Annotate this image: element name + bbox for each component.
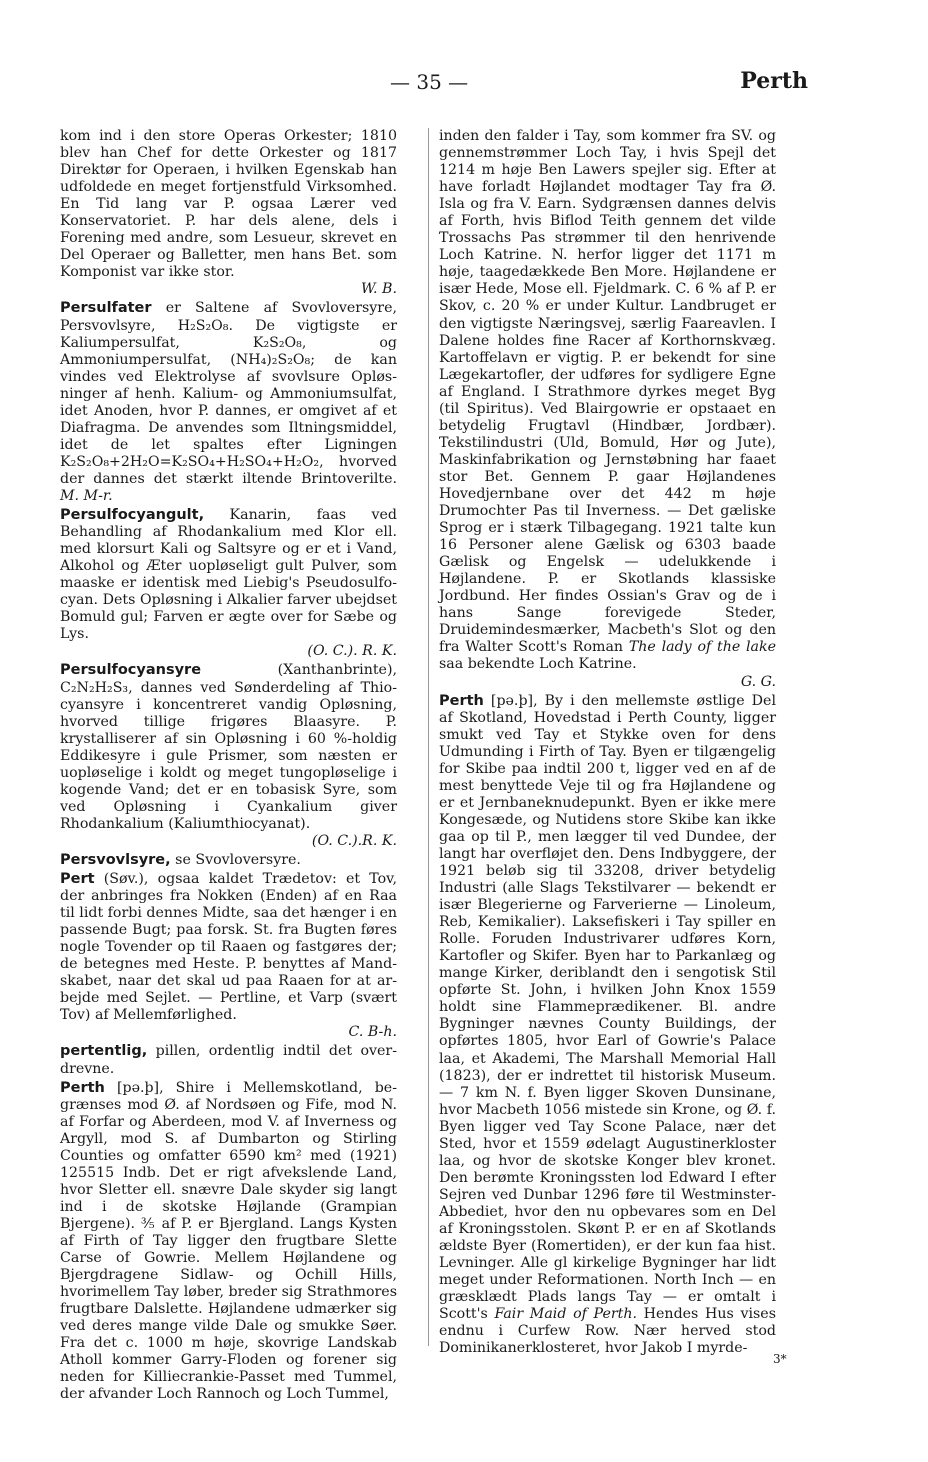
paragraph-continuation: kom ind i den store Operas Orkester; 1810 blev han Chef for dette Orkester og 1817 Direktør for Operaen, i hvilken Egenskab han udfoldede en meget fortjenstfuld Virksomhed. En Tid lang var P. ogsaa Lærer ved Konservatoriet. P. har dels alene, dels i Forening med andre, som Lesueur, skrevet en Del Operaer og Balletter, men hans Bet. som Komponist var ikke stor. [60, 128, 397, 281]
headword: pertentlig, [60, 1043, 148, 1060]
entry-persvovlsyre: Persvovlsyre, se Svovloversyre. [60, 851, 301, 868]
signature: (O. C.).R. K. [311, 832, 397, 849]
entry-perth-shire: Perth [pə.þ], Shire i Mellemskotland, begrænses mod Ø. af Nordsøen og Fife, mod N. af Forfar og Aberdeen, mod V. af Inverness og Argyll, mod S. af Dumbarton og Stirling Counties og omfatter 6590 km² med (1921) 125515 Indb. Det er rigt afvekslende Land, hvor Sletter ell. snævre Dale skyder sig langt ind i de skotske Højlande (Grampian Bjergene). ⅗ af P. er Bjergland. Langs Kysten af Firth of Tay ligger den frugtbare Slette Carse of Gowrie. Mellem Højlandene og Bjergdragene Sidlaw- og Ochill Hills, hvorimellem Tay løber, breder sig Strathmores frugtbare Dalslette. Højlandene udmærker sig ved deres mange vilde Dale og smukke Søer. Fra det c. 1000 m høje, skovrige Landskab Atholl kommer Garry-Floden og forener sig neden for Killiecrankie-Passet med Tummel, der afvander Loch Rannoch og Loch Tummel, [60, 1079, 397, 1403]
entry-persulfocyangult: Persulfocyangult, Kanarin, faas ved Behandling af Rhodankalium med Klor ell. med klorsurt Kali og Saltsyre og er et i Vand, Alkohol og Æter uopløseligt gult Pulver, som maaske er identisk med Liebig's Pseudosulfocyan. Dets Opløsning i Alkalier farver ubejdset Bomuld gul; Farven er ægte over for Sæbe og Lys. [60, 507, 397, 643]
headword: Perth [439, 692, 484, 709]
signature: W. B. [360, 281, 397, 298]
entry-pertentlig: pertentlig, pillen, ordentlig indtil det overdrevne. [60, 1043, 397, 1077]
headword: Pert [60, 871, 95, 888]
headword: Persulfocyansyre [60, 662, 202, 679]
entry-perth-city: Perth [pə.þ], By i den mellemste østlige Del af Skotland, Hovedstad i Perth County, ligger smukt ved Tay et Stykke oven for dens Udmunding i Firth of Tay. Byen er tilgængelig for Skibe paa indtil 200 t, ligger ved en af de mest benyttede Veje til og fra Højlandene og er et Jernbaneknudepunkt. Byen er ikke mere Kongesæde, og Nutidens store Skibe kan ikke gaa op til P., men lægger til ved Dundee, der langt har overfløjet den. Dens Indbyggere, der 1921 beløb sig til 33208, driver betydelig Industri (alle Slags Tekstilvarer — bekendt er især Blegerierne og Farverierne — Linoleum, Reb, Kemikalier). Laksefiskeri i Tay spiller en Rolle. Foruden Industrivarer udføres Korn, Kartofler og Skifer. Byen har to Parkanlæg og mange Kirker, deriblandt den i sengotisk Stil opførte St. John, i hvilken John Knox 1559 holdt sine Flammeprædikener. Bl. andre Bygninger nævnes County Buildings, der opførtes 1805, hvor Earl of Gowrie's Palace laa, et Akademi, The Marshall Memorial Hall (1823), der er indrettet til historisk Museum. — 7 km N. f. Byen ligger Skoven Dunsinane, hvor Macbeth 1056 mistede sin Krone, og Ø. f. Byen ligger ved Tay Scone Palace, nær det Sted, hvor et 1559 ødelagt Augustinerkloster laa, og hvor de skotske Konger blev kronet. Den berømte Kroningssten lod Edward I efter Sejren ved Dunbar 1296 føre til Westminster-Abbediet, hvor den nu opbevares som en Del af Kroningsstolen. Skønt P. er en af Skotlands ældste Byer (Romertiden), er der kun faa hist. Levninger. Alle gl kirkelige Bygninger har lidt meget under Reformationen. North Inch — en græsklædt Plads langs Tay — er omtalt i Scott's Fair Maid of Perth. Hendes Hus vises endnu i Curfew Row. Nær herved stod Dominikanerklosteret, hvor Jakob I myrde- [439, 692, 776, 1357]
headword: Persulfater [60, 300, 152, 317]
paragraph-continuation: inden den falder i Tay, som kommer fra SV. og gennemstrømmer Loch Tay, i hvis Spejl det 1214 m høje Ben Lawers spejler sig. Efter at have forladt Højlandet modtager Tay fra Ø. Isla og fra V. Earn. Sydgrænsen dannes delvis af Forth, hvis Biflod Teith gennem det vilde Trossachs Pas strømmer til den henrivende Loch Katrine. N. herfor ligger det 1171 m høje, taagedækkede Ben More. Højlandene er især Hede, Mose ell. Fjeldmark. C. 6 % af P. er Skov, c. 20 % er under Kultur. Landbruget er den vigtigste Næringsvej, særlig Faareavlen. I Dalene holdes fine Racer af Korthornskvæg. Kartoffelavn er vigtig. P. er bekendt for sine Lægekartofler, der udføres for sydligere Egne af England. I Strathmore dyrkes meget Byg (til Spiritus). Ved Blairgowrie er opstaaet en betydelig Frugtavl (Hindbær, Jordbær). Tekstilindustri (Uld, Bomuld, Hør og Jute), Maskinfabrikation og Jernstøbning har faaet stor Bet. Gennem P. gaar Højlandenes Hovedjernbane over det 442 m høje Drumochter Pas til Inverness. — Det gæliske Sprog er i stærk Tilbagegang. 1921 talte kun 16 Personer alene Gælisk og 6303 baade Gælisk og Engelsk — udelukkende i Højlandene. P. er Skotlands klassiske Jordbund. Her findes Ossian's Grav og de i hans Sange forevigede Steder, Druidemindesmærker, Macbeth's Slot og den fra Walter Scott's Roman The lady of the lake saa bekendte Loch Katrine. [439, 128, 776, 673]
page-header [60, 70, 808, 100]
book-title: The lady of the lake [628, 639, 776, 656]
left-column [60, 128, 397, 1403]
signature: M. M-r. [60, 487, 113, 504]
headword: Persvovlsyre, [60, 851, 171, 868]
signature: (O. C.). R. K. [307, 643, 397, 660]
signature: C. B-h. [348, 1024, 397, 1041]
headword: Perth [60, 1079, 105, 1096]
entry-persulfocyansyre: Persulfocyansyre (Xanthanbrinte), C₂N₂H₂S₃, dannes ved Sønderdeling af Thiocyansyre i koncentreret vandig Opløsning, hvorved tillige frigøres Blaasyre. P. krystalliserer af sin Opløsning i 60 %-holdig Eddikesyre i gule Prismer, som næsten er uopløselige i koldt og meget tungopløselige i kogende Vand; det er en tobasisk Syre, som ved Opløsning i Cyankalium giver Rhodankalium (Kaliumthiocyanat). [60, 662, 397, 832]
entry-pert: Pert (Søv.), ogsaa kaldet Trædetov: et Tov, der anbringes fra Nokken (Enden) af en Raa til lidt forbi dennes Midte, saa det hænger i en passende Bugt; paa forsk. St. fra Bugten føres nogle Tovender op til Raaen og fastgøres der; de betegnes med Heste. P. benyttes af Mandskabet, naar det skal ud paa Raaen for at arbejde med Sejlet. — Pertline, et Varp (svært Tov) af Mellemførlighed. [60, 871, 397, 1024]
book-title: Fair Maid of Perth. [494, 1306, 637, 1323]
column-divider [428, 128, 429, 1346]
signature: G. G. [740, 673, 776, 690]
running-head: Perth [740, 68, 808, 94]
signature-mark: 3* [773, 1352, 787, 1366]
right-column [439, 128, 776, 1357]
entry-persulfater: Persulfater er Saltene af Svovloversyre, Persvovlsyre, H₂S₂O₈. De vigtigste er Kaliumpersulfat, K₂S₂O₈, og Ammoniumpersulfat, (NH₄)₂S₂O₈; de kan vindes ved Elektrolyse af svovlsure Opløsninger af henh. Kalium- og Ammoniumsulfat, idet Anoden, hvor P. dannes, er omgivet af et Diafragma. De anvendes som Iltningsmiddel, idet de let spaltes efter Ligningen K₂S₂O₈+2H₂O=K₂SO₄+H₂SO₄+H₂O₂, hvorved der dannes det stærkt iltende Brintoverilte. M. M-r. [60, 300, 397, 504]
headword: Persulfocyangult, [60, 507, 205, 524]
page-number: — 35 — [390, 70, 469, 94]
